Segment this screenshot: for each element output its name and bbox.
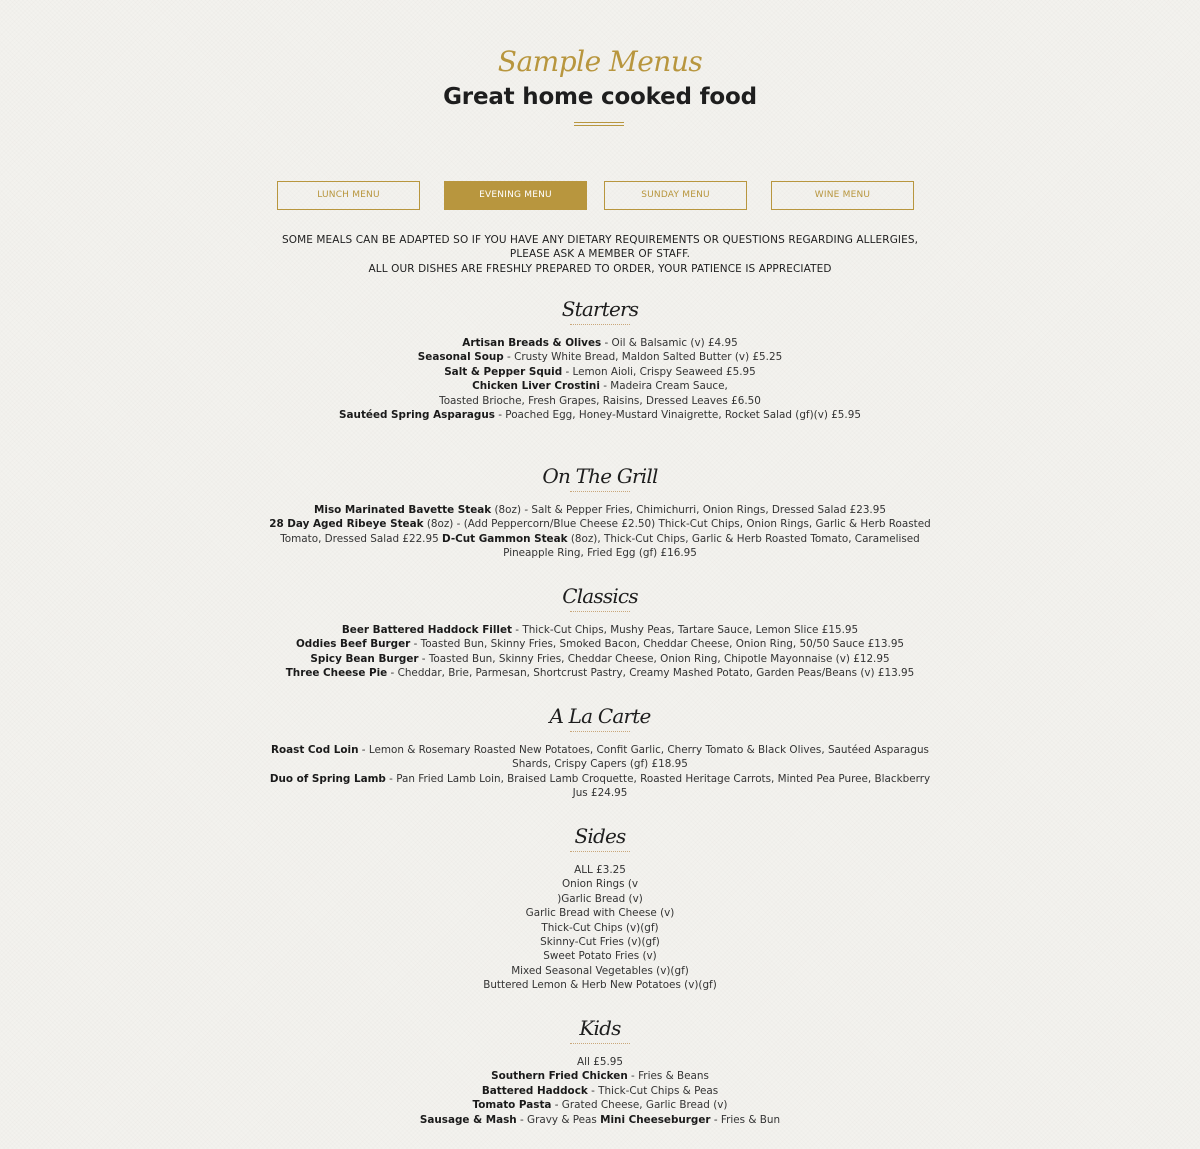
dish-description: All £5.95 [577,1056,623,1068]
menu-line [250,408,950,422]
dish-description: - Poached Egg, Honey-Mustard Vinaigrette, Rocket Salad (gf)(v) £5.95 [494,409,861,422]
dish-description: Toasted Brioche, Fresh Grapes, Raisins, Dressed Leaves £6.50 [439,394,761,407]
menu-line [250,743,950,757]
section-kids [250,1013,950,1127]
menu-items [250,336,950,422]
dish-name: Seasonal Soup [417,351,504,364]
menu-line [250,949,950,963]
dish-name: Tomato Pasta [472,1099,552,1112]
section-title: Kids [579,1016,621,1040]
menu-line [250,517,950,531]
dish-name: Mini Cheeseburger [600,1113,711,1126]
dish-name: Roast Cod Loin [271,744,359,756]
menu-line [250,906,950,920]
notice-line: PLEASE ASK A MEMBER OF STAFF. [509,248,691,261]
tab-evening-menu[interactable]: EVENING MENU [444,181,587,210]
dish-description: (8oz) - (Add Peppercorn/Blue Cheese £2.50) Thick-Cut Chips, Onion Rings, Garlic & Herb Roasted [423,518,931,531]
menu-line [250,1113,950,1127]
dish-description: - Gravy & Peas [516,1113,601,1126]
section-sides [250,821,950,993]
menu-items [250,1055,950,1127]
dish-description: Buttered Lemon & Herb New Potatoes (v)(gf) [483,979,717,992]
dish-name: D-Cut Gammon Steak [442,532,568,545]
dish-name: Southern Fried Chicken [491,1070,628,1083]
tab-lunch-menu[interactable]: LUNCH MENU [277,181,420,210]
dish-description: (8oz), Thick-Cut Chips, Garlic & Herb Roasted Tomato, Caramelised [567,532,920,545]
dish-description: - Pan Fried Lamb Loin, Braised Lamb Croquette, Roasted Heritage Carrots, Minted Pea Puree, Blackberry [385,772,931,785]
menu-line [250,786,950,800]
dish-description: - Cheddar, Brie, Parmesan, Shortcrust Pastry, Creamy Mashed Potato, Garden Peas/Beans (v) £13.95 [387,667,915,680]
section-a-la-carte [250,701,950,801]
section-divider [570,611,630,612]
dish-name: Beer Battered Haddock Fillet [341,624,512,636]
dish-description: - Fries & Beans [627,1070,709,1083]
dish-description: Pineapple Ring, Fried Egg (gf) £16.95 [503,547,697,560]
menu-line [250,1069,950,1083]
section-divider [570,851,630,852]
section-on-the-grill [250,461,950,561]
dish-description: ALL £3.25 [574,864,626,876]
dish-description: - Toasted Bun, Skinny Fries, Cheddar Cheese, Onion Ring, Chipotle Mayonnaise (v) £12.95 [418,652,890,665]
menu-line [250,365,950,379]
section-title: Sides [574,824,626,848]
section-classics [250,581,950,681]
tab-wine-menu[interactable]: WINE MENU [771,181,914,210]
page-kicker: Sample Menus [497,45,703,78]
menu-line [250,379,950,393]
dish-name: Sautéed Spring Asparagus [339,409,495,422]
dish-description: - Lemon & Rosemary Roasted New Potatoes, Confit Garlic, Cherry Tomato & Black Olives, Sautéed Asparagus [358,744,929,756]
dish-description: - Grated Cheese, Garlic Bread (v) [551,1099,728,1112]
menu-line [250,637,950,651]
page-title: Great home cooked food [443,84,757,110]
dish-name: Spicy Bean Burger [310,652,419,665]
dish-description: Tomato, Dressed Salad £22.95 [280,532,443,545]
menu-line [250,935,950,949]
section-divider [570,731,630,732]
menu-line [250,394,950,408]
menu-line [250,652,950,666]
menu-line [250,772,950,786]
menu-line [250,503,950,517]
dish-name: Oddies Beef Burger [295,638,411,651]
section-divider [570,491,630,492]
menu-line [250,623,950,637]
dish-description: Skinny-Cut Fries (v)(gf) [540,936,660,949]
dish-description: Garlic Bread with Cheese (v) [525,907,675,920]
menu-line [250,757,950,771]
notice-line: ALL OUR DISHES ARE FRESHLY PREPARED TO ORDER, YOUR PATIENCE IS APPRECIATED [368,262,832,275]
dish-description: - Madeira Cream Sauce, [599,380,728,393]
dish-description: - Thick-Cut Chips & Peas [587,1084,719,1097]
menu-line [250,877,950,891]
menu-line [250,892,950,906]
dish-description: - Thick-Cut Chips, Mushy Peas, Tartare Sauce, Lemon Slice £15.95 [512,624,859,636]
dish-description: )Garlic Bread (v) [557,892,643,905]
dish-description: Shards, Crispy Capers (gf) £18.95 [512,758,688,771]
menu-line [250,921,950,935]
dish-description: Onion Rings (v [561,878,639,891]
menu-items [250,863,950,993]
dish-name: Artisan Breads & Olives [462,337,602,349]
dish-name: Chicken Liver Crostini [472,380,600,393]
dish-description: Thick-Cut Chips (v)(gf) [541,921,659,934]
section-starters [250,294,950,422]
section-divider [570,324,630,325]
dish-description: Sweet Potato Fries (v) [543,950,657,963]
menu-line [250,1084,950,1098]
section-title: A La Carte [549,704,651,728]
menu-line [250,964,950,978]
menu-items [250,743,950,801]
menu-line [250,863,950,877]
dish-description: - Toasted Bun, Skinny Fries, Smoked Bacon, Cheddar Cheese, Onion Ring, 50/50 Sauce £13.95 [410,638,905,651]
menu-line [250,978,950,992]
dietary-notice [250,233,950,276]
dish-name: Sausage & Mash [419,1113,517,1126]
dish-name: Duo of Spring Lamb [269,772,386,785]
notice-line: SOME MEALS CAN BE ADAPTED SO IF YOU HAVE ANY DIETARY REQUIREMENTS OR QUESTIONS REGARDING ALLERGIES, [281,234,919,246]
dish-description: - Lemon Aioli, Crispy Seaweed £5.95 [562,365,756,378]
menu-line [250,1055,950,1069]
dish-description: - Fries & Bun [710,1113,781,1126]
dish-description: (8oz) - Salt & Pepper Fries, Chimichurri, Onion Rings, Dressed Salad £23.95 [491,504,886,516]
menu-line [250,666,950,680]
dish-name: Miso Marinated Bavette Steak [314,504,492,516]
section-title: On The Grill [542,464,658,488]
menu-line [250,336,950,350]
section-title: Classics [562,584,638,608]
dish-description: - Crusty White Bread, Maldon Salted Butter (v) £5.25 [503,351,783,364]
dish-description: Mixed Seasonal Vegetables (v)(gf) [511,964,689,977]
menu-line [250,1098,950,1112]
menu-items [250,623,950,681]
dish-name: Three Cheese Pie [285,667,388,680]
menu-line [250,350,950,364]
dish-name: Salt & Pepper Squid [444,365,563,378]
menu-line [250,546,950,560]
menu-items [250,503,950,561]
section-divider [570,1043,630,1044]
dish-description: - Oil & Balsamic (v) £4.95 [601,337,738,349]
title-divider [574,122,624,126]
menu-line [250,532,950,546]
dish-name: Battered Haddock [481,1084,588,1097]
section-title: Starters [561,297,639,321]
tab-sunday-menu[interactable]: SUNDAY MENU [604,181,747,210]
dish-description: Jus £24.95 [572,787,628,800]
dish-name: 28 Day Aged Ribeye Steak [269,518,424,531]
